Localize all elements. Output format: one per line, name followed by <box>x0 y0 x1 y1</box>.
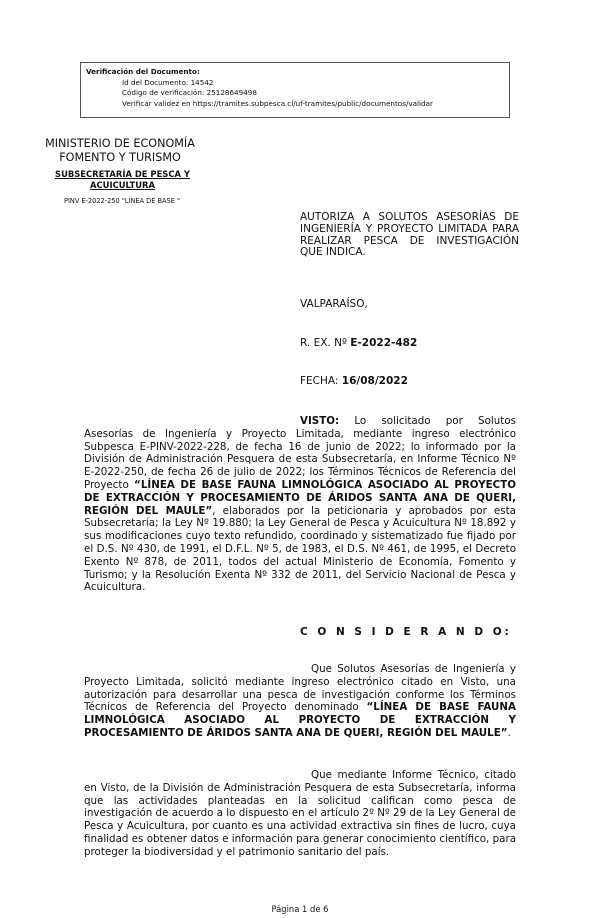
verification-code: • Código de verificación: 25128649498 <box>122 88 509 99</box>
date-value: 16/08/2022 <box>341 375 408 387</box>
rex-label: R. EX. Nº <box>300 337 347 349</box>
page-number: Página 1 de 6 <box>271 904 329 914</box>
considerando-paragraph-1 <box>84 663 516 740</box>
ministry-line-2: FOMENTO Y TURISMO <box>59 151 181 164</box>
subsecretaria-line-1: SUBSECRETARÍA DE PESCA Y <box>55 169 190 179</box>
ministry-line-1: MINISTERIO DE ECONOMÍA <box>45 137 195 150</box>
visto-paragraph <box>84 415 516 594</box>
reference-code: PINV E-2022-250 "LÍNEA DE BASE " <box>63 197 181 205</box>
verification-url[interactable]: • Verificar validez en https://tramites.subpesca.cl/uf-tramites/public/documentos/validar <box>122 99 509 110</box>
document-id: • Id del Documento: 14542 <box>122 78 509 89</box>
verification-list <box>86 78 509 110</box>
resolution-date <box>300 375 408 387</box>
considerando-heading: C O N S I D E R A N D O: <box>300 626 512 638</box>
verification-title: Verificación del Documento: <box>86 67 200 76</box>
ministry-name <box>20 137 220 165</box>
visto-label: VISTO: <box>300 415 340 427</box>
resolution-title: AUTORIZA A SOLUTOS ASESORÍAS DE INGENIERÍA Y PROYECTO LIMITADA PARA REALIZAR PESCA DE INVESTIGACIÓN QUE INDICA. <box>300 211 519 259</box>
visto-text-a: Lo solicitado por Solutos Asesorías de Ingeniería y Proyecto Limitada, mediante ingreso electrónico Subpesca E-PINV-2022-228, de fecha 16 de junio de 2022; lo informado por la División de Administración Pesquera de esta Subsecretaría, en Informe Técnico Nº E-2022-250, de fecha 26 de julio de 2022; los Términos Técnicos de Referencia del Proyecto <box>84 415 516 491</box>
visto-text-b: , elaborados por la peticionaria y aprobados por esta Subsecretaría; la Ley Nº 19.880; la Ley General de Pesca y Acuicultura Nº 18.892 y sus modificaciones cuyo texto refundido, coordinado y sistematizado fue fijado por el D.S. Nº 430, de 1991, el D.F.L. Nº 5, de 1983, el D.S. Nº 461, de 1995, el Decreto Exento Nº 878, de 2011, todos del actual Ministerio de Economía, Fomento y Turismo; y la Resolución Exenta Nº 332 de 2011, del Servicio Nacional de Pesca y Acuicultura. <box>84 504 516 594</box>
considerando-1-end: . <box>507 726 511 739</box>
subsecretaria-name <box>35 169 210 191</box>
rex-number: E-2022-482 <box>350 337 418 349</box>
subsecretaria-line-2: ACUICULTURA <box>90 180 155 190</box>
considerando-1-text: Que Solutos Asesorías de Ingeniería y Proyecto Limitada, solicitó mediante ingreso electrónico citado en Visto, una autorización para desarrollar una pesca de investigación conforme los Términos Técnicos de Referencia del Proyecto denominado <box>84 663 516 714</box>
resolution-number <box>300 337 417 349</box>
visto-project: “LÍNEA DE BASE FAUNA LIMNOLÓGICA ASOCIADO AL PROYECTO DE EXTRACCIÓN Y PROCESAMIENTO DE ÁRIDOS SANTA ANA DE QUERI, REGIÓN DEL MAULE” <box>84 478 516 517</box>
considerando-paragraph-2: Que mediante Informe Técnico, citado en Visto, de la División de Administración Pesquera de esta Subsecretaría, informa que las actividades planteadas en la solicitud califican como pesca de investigación de acuerdo a lo dispuesto en el artículo 2º Nº 29 de la Ley General de Pesca y Acuicultura, por cuanto es una actividad extractiva sin fines de lucro, cuya finalidad es obtener datos e información para generar conocimiento científico, para proteger la biodiversidad y el patrimonio sanitario del país. <box>84 769 516 858</box>
verification-box <box>80 62 510 118</box>
date-label: FECHA: <box>300 375 339 387</box>
place: VALPARAÍSO, <box>300 298 368 310</box>
considerando-1-project: “LÍNEA DE BASE FAUNA LIMNOLÓGICA ASOCIADO AL PROYECTO DE EXTRACCIÓN Y PROCESAMIENTO DE ÁRIDOS SANTA ANA DE QUERI, REGIÓN DEL MAULE” <box>84 701 517 739</box>
